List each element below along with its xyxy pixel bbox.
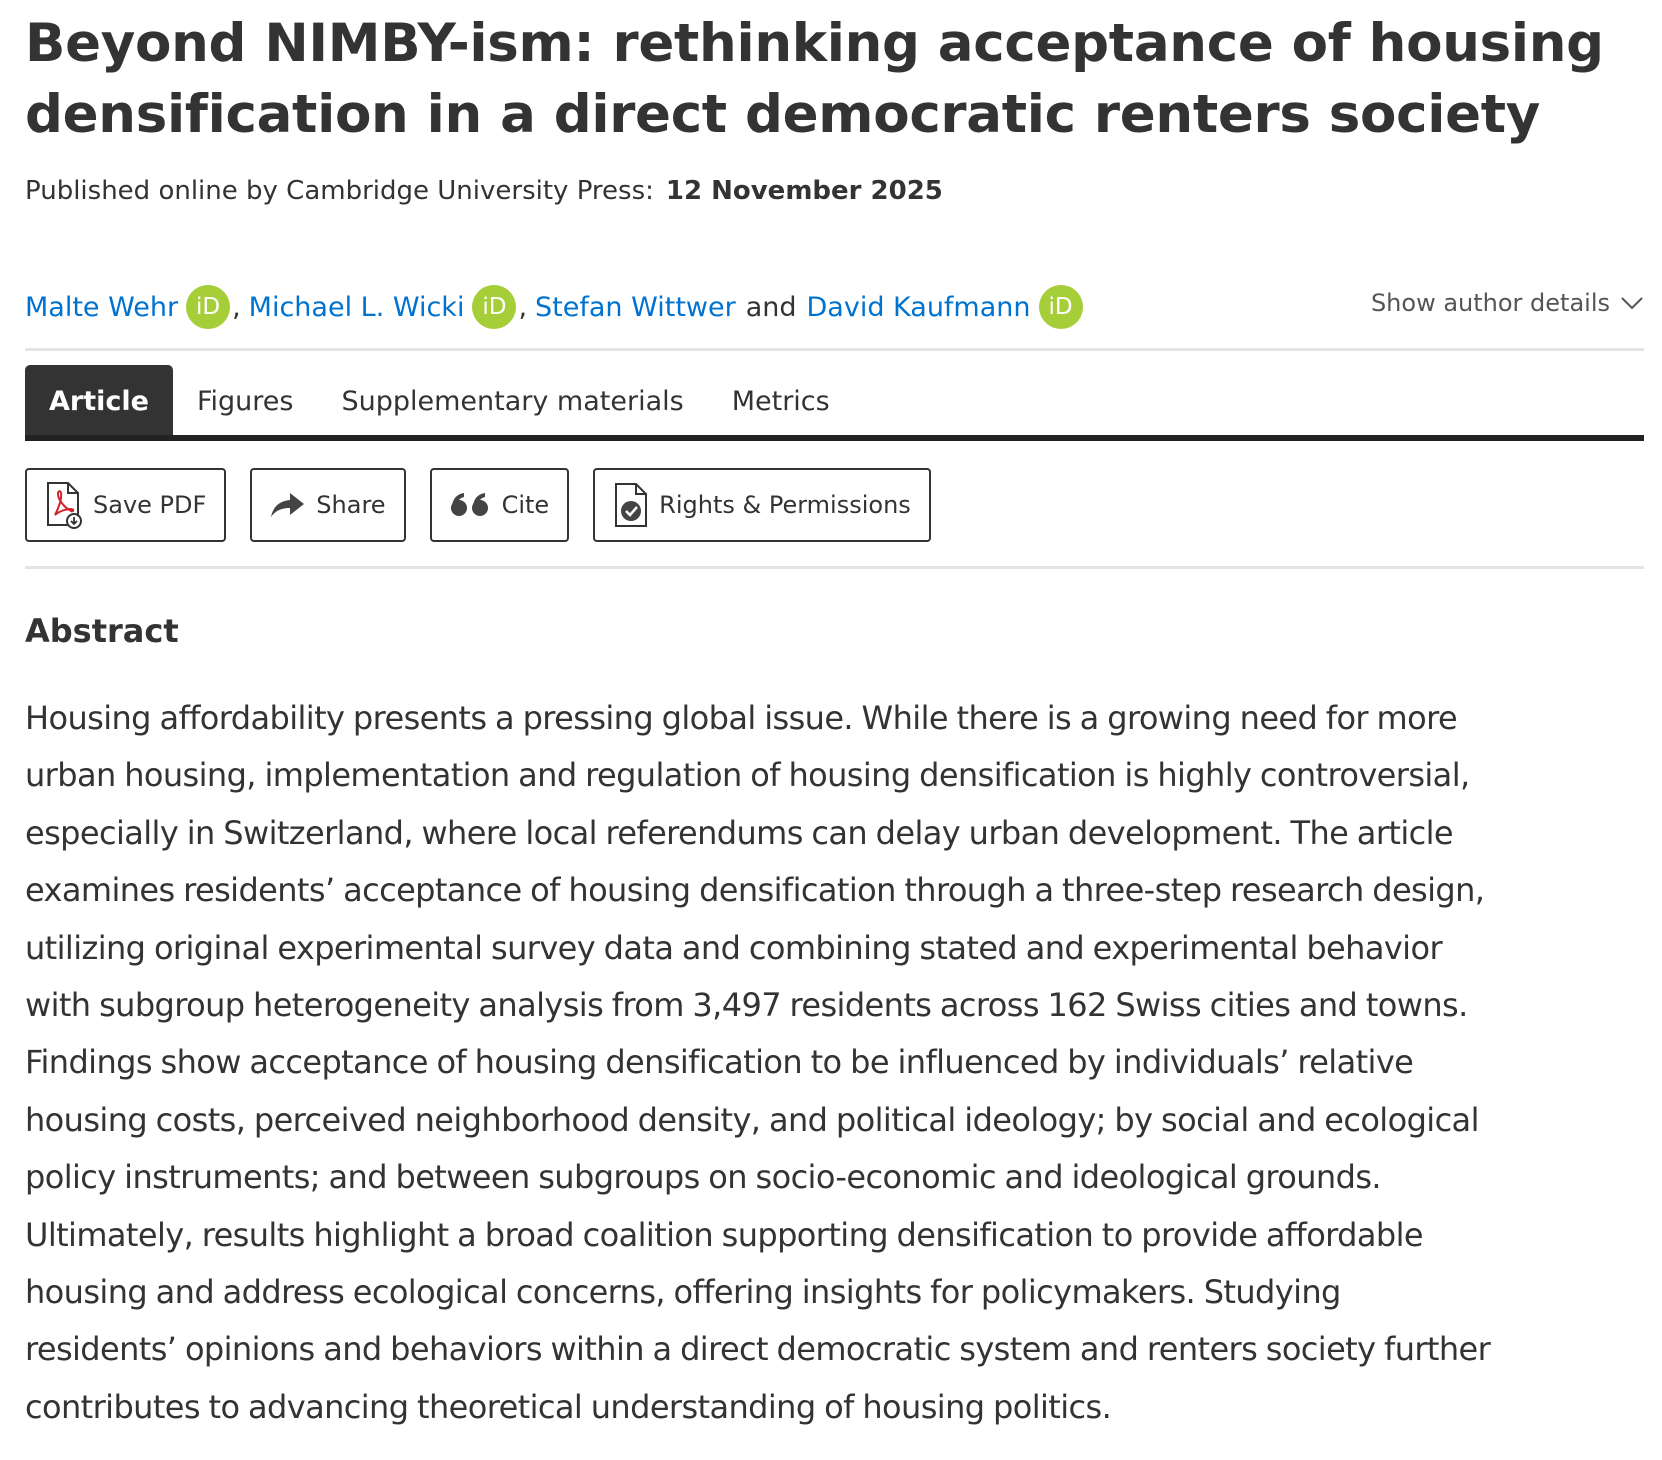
published-prefix: Published online by Cambridge University Press: bbox=[25, 176, 654, 206]
chevron-down-icon bbox=[1620, 296, 1644, 310]
show-author-details-label: Show author details bbox=[1370, 289, 1610, 317]
rights-permissions-label: Rights & Permissions bbox=[659, 491, 911, 519]
abstract-line: examines residents’ acceptance of housing densification through a three-step research design, bbox=[25, 871, 1485, 910]
abstract-line: Ultimately, results highlight a broad coalition supporting densification to provide affordable bbox=[25, 1215, 1423, 1254]
abstract-heading: Abstract bbox=[25, 612, 179, 650]
orcid-icon[interactable]: iD bbox=[186, 285, 230, 329]
abstract-line: especially in Switzerland, where local referendums can delay urban development. The article bbox=[25, 813, 1453, 852]
quote-icon bbox=[450, 491, 492, 519]
published-date: 12 November 2025 bbox=[665, 176, 943, 206]
save-pdf-label: Save PDF bbox=[93, 491, 207, 519]
author-list bbox=[25, 284, 1083, 330]
abstract-line: contributes to advancing theoretical understanding of housing politics. bbox=[25, 1387, 1112, 1426]
tab-article[interactable]: Article bbox=[25, 365, 173, 437]
pdf-icon bbox=[45, 481, 83, 529]
divider bbox=[25, 348, 1644, 351]
orcid-icon[interactable]: iD bbox=[472, 285, 516, 329]
divider bbox=[25, 566, 1644, 569]
share-arrow-icon bbox=[270, 491, 306, 519]
abstract-line: residents’ opinions and behaviors within a direct democratic system and renters society further bbox=[25, 1330, 1491, 1369]
rights-permissions-button[interactable] bbox=[593, 468, 931, 542]
author-separator: , bbox=[518, 291, 528, 323]
cite-label: Cite bbox=[501, 491, 550, 519]
abstract-line: Housing affordability presents a pressing global issue. While there is a growing need for more bbox=[25, 699, 1458, 737]
author-link-michael-wicki[interactable]: Michael L. Wicki bbox=[248, 291, 465, 323]
article-title: Beyond NIMBY-ism: rethinking acceptance of housing densification in a direct democratic renters society bbox=[25, 13, 1604, 145]
abstract-line: policy instruments; and between subgroups on socio-economic and ideological grounds. bbox=[25, 1158, 1381, 1197]
abstract-line: housing and address ecological concerns, offering insights for policymakers. Studying bbox=[25, 1273, 1341, 1312]
author-link-david-kaufmann[interactable]: David Kaufmann bbox=[806, 291, 1031, 323]
orcid-icon[interactable]: iD bbox=[1039, 285, 1083, 329]
cite-button[interactable] bbox=[430, 468, 570, 542]
tab-figures[interactable]: Figures bbox=[196, 385, 294, 417]
author-separator-and: and bbox=[745, 291, 797, 323]
share-label: Share bbox=[316, 491, 386, 519]
save-pdf-button[interactable] bbox=[25, 468, 226, 542]
show-author-details-toggle[interactable] bbox=[1371, 289, 1644, 317]
tab-bar-underline bbox=[25, 435, 1644, 441]
article-actions bbox=[25, 468, 931, 542]
abstract-line: with subgroup heterogeneity analysis from 3,497 residents across 162 Swiss cities and towns. bbox=[25, 986, 1468, 1025]
abstract-line: urban housing, implementation and regulation of housing densification is highly controversial, bbox=[25, 756, 1470, 795]
author-link-malte-wehr[interactable]: Malte Wehr bbox=[25, 291, 179, 323]
author-link-stefan-wittwer[interactable]: Stefan Wittwer bbox=[535, 291, 736, 323]
document-check-icon bbox=[613, 482, 649, 528]
share-button[interactable] bbox=[250, 468, 405, 542]
abstract-line: housing costs, perceived neighborhood density, and political ideology; by social and ecological bbox=[25, 1100, 1479, 1139]
publication-info bbox=[25, 176, 943, 206]
tab-metrics[interactable]: Metrics bbox=[731, 385, 830, 417]
tab-supplementary-materials[interactable]: Supplementary materials bbox=[341, 385, 684, 417]
article-tabs bbox=[25, 365, 854, 437]
abstract-line: Findings show acceptance of housing densification to be influenced by individuals’ relative bbox=[25, 1043, 1414, 1082]
abstract-text bbox=[25, 690, 1635, 1436]
abstract-line: utilizing original experimental survey data and combining stated and experimental behavior bbox=[25, 928, 1443, 967]
author-separator: , bbox=[232, 291, 241, 323]
